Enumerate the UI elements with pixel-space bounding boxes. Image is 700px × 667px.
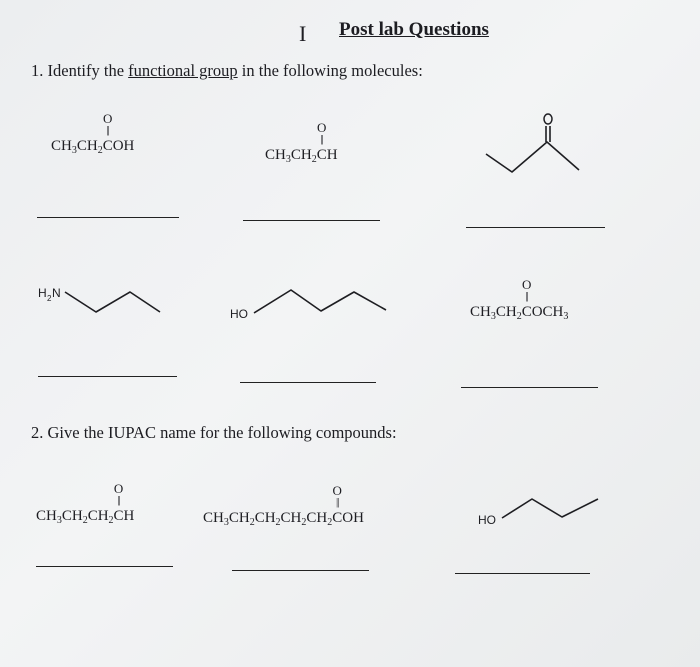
svg-text:2: 2: [47, 294, 52, 303]
question-1: [31, 61, 423, 81]
answer-blank-2[interactable]: [243, 220, 380, 221]
question-1-prefix: 1. Identify the: [31, 61, 125, 80]
molecule-4-amine-skeleton: [36, 282, 166, 318]
q2-compound-2-oxygen: O: [332, 483, 342, 498]
svg-text:H: H: [38, 286, 47, 300]
question-1-suffix: in the following molecules:: [241, 61, 423, 80]
molecule-3-ketone-skeleton: [484, 112, 584, 176]
answer-blank-3[interactable]: [466, 227, 605, 228]
q2-compound-3-label: HO: [478, 513, 496, 527]
question-2: 2. Give the IUPAC name for the following compounds:: [31, 423, 397, 442]
q2-compound-1-formula: $CH_3CH_2CH_2C$ O || H: [36, 481, 135, 526]
q2-compound-2-formula: $CH_3CH_2CH_2CH_2CH_2C$ O || OH: [203, 483, 364, 528]
molecule-6-oxygen: O: [521, 277, 532, 292]
molecule-2-formula: $CH_3CH_2C$ O || H: [265, 120, 338, 165]
answer-blank-6[interactable]: [461, 387, 598, 388]
molecule-5-alcohol-skeleton: [228, 283, 390, 323]
molecule-2-oxygen: O: [316, 120, 327, 135]
answer-blank-5[interactable]: [240, 382, 376, 383]
molecule-6-formula: $CH_3CH_2C$ O || $OCH_3$: [470, 277, 569, 322]
q2-compound-3-alcohol-skeleton: [476, 495, 604, 529]
answer-blank-4[interactable]: [38, 376, 177, 377]
answer-blank-9[interactable]: [455, 573, 590, 574]
page-title: Post lab Questions: [339, 19, 489, 40]
molecule-1-formula: $CH_3CH_2C$ O || OH: [51, 111, 135, 156]
answer-blank-1[interactable]: [37, 217, 179, 218]
question-1-underlined: functional group: [128, 61, 238, 80]
svg-text:N: N: [52, 286, 61, 300]
q2-compound-1-oxygen: O: [113, 481, 124, 496]
answer-blank-8[interactable]: [232, 570, 369, 571]
answer-blank-7[interactable]: [36, 566, 173, 567]
section-number: I: [299, 21, 307, 46]
molecule-1-oxygen: O: [102, 111, 113, 126]
molecule-5-label: HO: [230, 307, 248, 321]
